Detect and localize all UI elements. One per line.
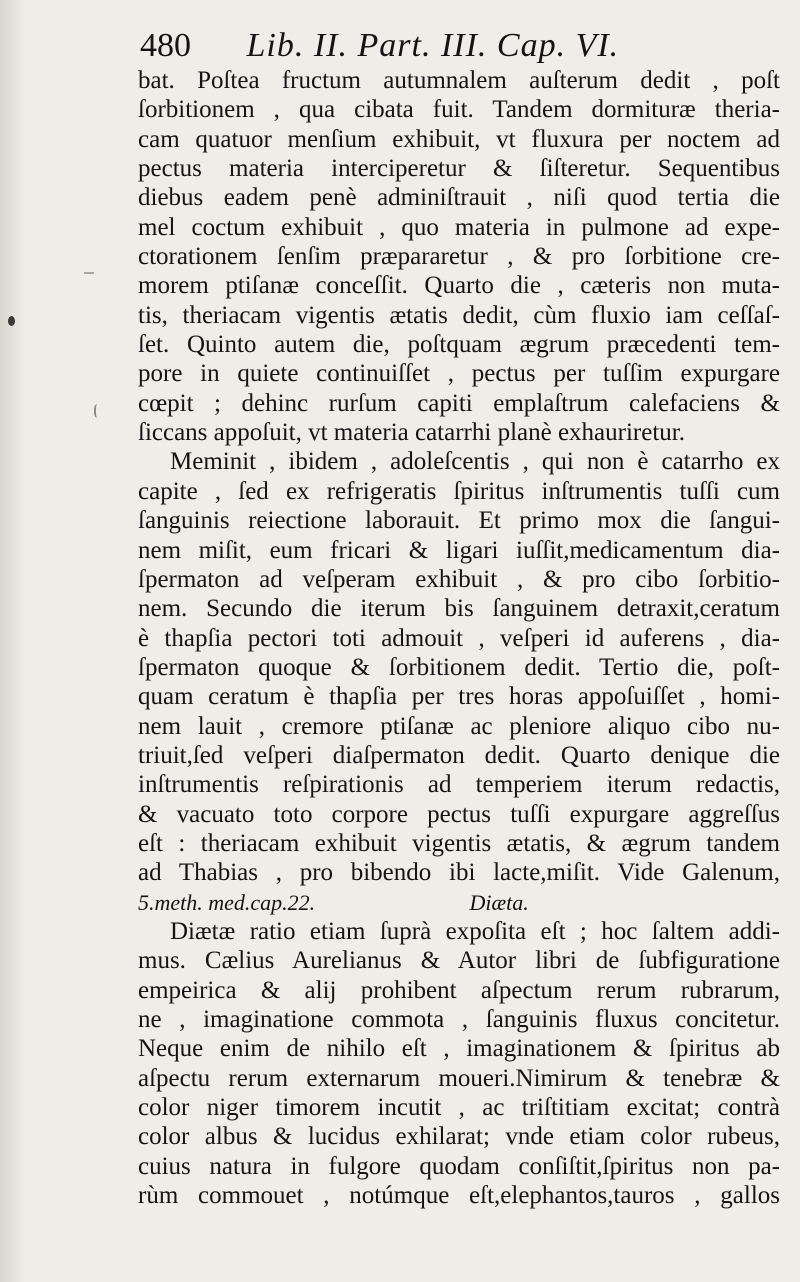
text-line: empeirica & alij prohibent aſpectum rerum rubrarum, (138, 976, 780, 1004)
text-line: nem lauit , cremore ptiſanæ ac pleniore aliquo cibo nu- (138, 712, 780, 740)
text-line: ſet. Quinto autem die, poſtquam ægrum præcedenti tem- (138, 331, 780, 359)
margin-mark (84, 272, 94, 274)
text-line: ſpermaton ad veſperam exhibuit , & pro cibo ſorbitio- (138, 565, 780, 593)
text-body (138, 66, 780, 1210)
text-line: bat. Poſtea fructum autumnalem auſterum dedit , poſt (138, 67, 780, 94)
text-line: cuius natura in fulgore quodam conſiſtit,ſpiritus non pa- (138, 1152, 780, 1180)
text-line: color niger timorem incutit , ac triſtitiam excitat; contrà (138, 1094, 780, 1122)
text-line: ctorationem ſenſim præpararetur , & pro ſorbitione cre- (138, 243, 780, 271)
section-heading: Diæta. (469, 889, 529, 915)
text-line: mel coctum exhibuit , quo materia in pulmone ad expe- (138, 213, 780, 241)
text-line: morem ptiſanæ conceſſit. Quarto die , cæteris non muta- (138, 272, 780, 300)
text-line: pore in quiete continuiſſet , pectus per tuſſim expurgare (138, 360, 780, 388)
reference-citation: 5.meth. med.cap.22. (138, 889, 316, 915)
text-line: capite , ſed ex refrigeratis ſpiritus inſtrumentis tuſſi cum (138, 477, 780, 505)
page-header (140, 22, 760, 70)
text-line: ad Thabias , pro bibendo ibi lacte,miſit. Vide Galenum, (138, 859, 780, 887)
text-line: aſpectu rerum externarum moueri.Nimirum & tenebræ & (138, 1064, 780, 1092)
text-line: nem. Secundo die iterum bis ſanguinem detraxit,ceratum (138, 595, 780, 623)
text-line: ſorbitionem , qua cibata fuit. Tandem dormituræ theria- (138, 96, 780, 124)
text-line: color albus & lucidus exhilarat; vnde etiam color rubeus, (138, 1123, 780, 1151)
text-line: ne , imaginatione commota , ſanguinis fluxus concitetur. (138, 1006, 780, 1033)
text-line: quam ceratum è thapſia per tres horas appoſuiſſet , homi- (138, 683, 780, 711)
text-line: pectus materia interciperetur & ſiſteretur. Sequentibus (138, 155, 780, 183)
text-line: cam quatuor menſium exhibuit, vt fluxura per noctem ad (138, 125, 780, 153)
text-line: & vacuato toto corpore pectus tuſſi expurgare aggreſſus (138, 800, 780, 828)
text-line: cœpit ; dehinc rurſum capiti emplaſtrum calefaciens & (138, 389, 780, 417)
text-line: triuit,ſed veſperi diaſpermaton dedit. Quarto denique die (138, 741, 780, 769)
text-line: tis, theriacam vigentis ætatis dedit, cùm fluxio iam ceſſaſ- (138, 301, 780, 329)
text-line: Diætæ ratio etiam ſuprà expoſita eſt ; hoc ſaltem addi- (170, 917, 780, 945)
text-line: inſtrumentis reſpirationis ad temperiem iterum redactis, (138, 771, 780, 799)
text-line: eſt : theriacam exhibuit vigentis ætatis, & ægrum tandem (138, 829, 780, 857)
text-line: ſpermaton quoque & ſorbitionem dedit. Tertio die, poſt- (138, 653, 780, 681)
reference-line (138, 888, 780, 917)
ink-spot (8, 316, 15, 326)
text-line: ſanguinis reiectione laborauit. Et primo mox die ſangui- (138, 507, 780, 535)
text-line: rùm commouet , notúmque eſt,elephantos,tauros , gallos (138, 1182, 780, 1210)
margin-tick (94, 404, 102, 418)
text-line: ſiccans appoſuit, vt materia catarrhi planè exhauriretur. (138, 419, 685, 447)
text-line: diebus eadem penè adminiſtrauit , niſi quod tertia die (138, 184, 780, 212)
text-line: Neque enim de nihilo eſt , imaginationem & ſpiritus ab (138, 1035, 780, 1063)
text-line: Meminit , ibidem , adoleſcentis , qui non è catarrho ex (170, 448, 780, 476)
page-number: 480 (140, 27, 191, 64)
text-line: mus. Cælius Aurelianus & Autor libri de ſubfiguratione (138, 947, 780, 975)
text-line: nem miſit, eum fricari & ligari iuſſit,medicamentum dia- (138, 536, 780, 564)
running-head: Lib. II. Part. III. Cap. VI. (246, 27, 620, 64)
text-line: è thapſia pectori toti admouit , veſperi id auferens , dia- (138, 624, 780, 652)
